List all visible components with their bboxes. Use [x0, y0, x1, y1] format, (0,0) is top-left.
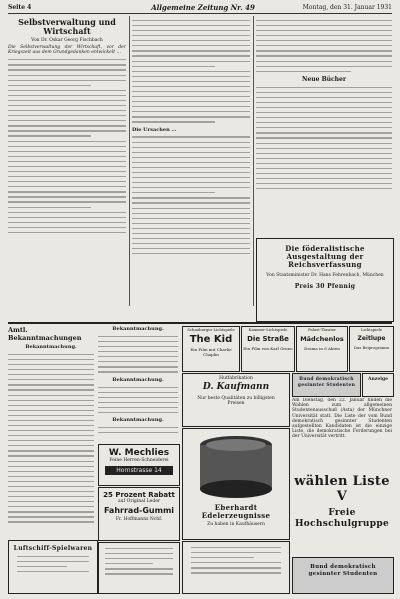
ad-head: Lichtspiele	[360, 327, 383, 332]
ad-text: Fr. Hoffmanns Nchf.	[115, 517, 163, 522]
ad-rabatt	[98, 487, 180, 541]
ad-text: Ein Film mit Charlie Chaplin	[190, 347, 232, 357]
ad-head: Kammer-Lichtspiele	[248, 327, 288, 332]
issue-date: Montag, den 31. Januar 1931	[302, 4, 392, 11]
column-divider	[253, 16, 254, 306]
article-author: Von Dr. Oskar Georg Fischbach	[31, 38, 103, 43]
ad-price: Preis 30 Pfennig	[294, 283, 356, 290]
ad-author: Von Staatsminister Dr. Hans Fehrenbach, München	[266, 273, 384, 278]
ad-mechlies	[98, 444, 180, 486]
tin-can-illustration-icon	[186, 433, 286, 503]
article-body-text	[256, 20, 392, 72]
ad-title: Bund demokratisch gesinnter Studenten	[297, 377, 356, 388]
legal-subhead: Bekanntmachung.	[112, 417, 164, 424]
ad-subtitle: auf Original Leder	[117, 499, 161, 504]
ad-title: Eberhardt Edelerzeugnisse	[201, 503, 271, 520]
legal-subhead: Bekanntmachung.	[112, 376, 164, 383]
ad-title: Die Straße	[247, 335, 289, 343]
ad-reichsverfassung	[256, 238, 394, 322]
ad-text: Das Beiprogramm	[354, 345, 389, 350]
ad-small	[98, 542, 180, 594]
article-body-text	[132, 20, 250, 123]
ad-text: Drama in 6 Akten	[304, 346, 340, 351]
article-body-text	[132, 136, 250, 254]
article-column-1	[8, 16, 126, 316]
ad-title: Mädchenlos	[300, 335, 344, 343]
ad-title: wählen Liste V	[294, 474, 390, 504]
legal-subhead: Bekanntmachung.	[25, 344, 77, 350]
ad-studenten-1	[292, 373, 361, 397]
ad-waehlen	[292, 468, 392, 554]
ad-title: Luftschiff-Spielwaren	[13, 545, 93, 552]
section-heading: Neue Bücher	[302, 75, 346, 83]
article-title: Selbstverwaltung und Wirtschaft	[18, 17, 116, 36]
page-number: Seite 4	[8, 4, 32, 11]
section-rule	[8, 322, 392, 324]
article-body-text	[8, 59, 126, 233]
ad-head: Hutfabrikation	[219, 376, 253, 381]
ad-title: Zeitlupe	[357, 335, 386, 342]
ad-text: Nur beste Qualitäten zu billigsten Preisen	[197, 396, 275, 406]
ad-title: D. Kaufmann	[202, 382, 270, 392]
ad-head: Palast-Theater	[308, 327, 336, 332]
ad-product: Fahrrad-Gummi	[103, 506, 175, 515]
page-header	[8, 3, 392, 14]
legal-subhead: Bekanntmachung.	[112, 326, 164, 332]
ad-title: W. Mechlies	[108, 448, 170, 458]
ad-address: Hornstrasse 14	[105, 466, 173, 475]
ad-title: Anzeige	[368, 377, 388, 382]
ad-kaufmann	[182, 373, 290, 427]
ad-luftschiff	[8, 540, 98, 594]
ad-anzeige	[362, 373, 394, 397]
announcement-text: Am Dienstag, den 22. Januar finden die Wahlen zum allgemeinen Studentenausschuß (Asta) der Münchner Universität statt. Die Liste der vom Bund demokratisch gesinnter Studenten aufgestellten Kandidaten ist die einzige Liste, die demokratische Forderungen bei der Universität vertritt.	[292, 398, 392, 440]
ad-title: 25 Prozent Rabatt	[103, 491, 175, 499]
ad-kino-2	[241, 326, 295, 372]
ad-title: Bund demokratisch gesinnter Studenten	[308, 564, 378, 577]
ad-kino-4	[349, 326, 394, 372]
studenten-announcement	[292, 398, 392, 464]
ad-subtitle: Feine Herren-Schneiderei	[109, 458, 169, 463]
article-subhead: Die Ursachen …	[132, 126, 177, 133]
article-column-2	[132, 16, 250, 306]
legal-notices-2	[98, 326, 178, 441]
ad-eberhardt	[182, 428, 290, 540]
article-column-3	[256, 16, 392, 236]
ad-kino-1	[182, 326, 240, 372]
legal-title: Amtl. Bekanntmachungen	[8, 326, 82, 342]
column-divider	[129, 16, 130, 306]
masthead: Allgemeine Zeitung Nr. 49	[151, 3, 255, 12]
ad-title: Die föderalistische Ausgestaltung der Reichsverfassung	[285, 244, 365, 269]
article-body-text	[256, 87, 392, 190]
ad-studenten-2	[292, 557, 394, 594]
article-intro: Die Selbstverwaltung der Wirtschaft, vor der Kriegszeit aus dem Grundgedanken entwickelt …	[8, 45, 126, 56]
ad-small-2	[182, 541, 290, 594]
ad-text: Ein Film von Karl Grune	[243, 346, 293, 351]
ad-kino-3	[296, 326, 348, 372]
ad-head: Schauburger Lichtspiele	[187, 327, 235, 332]
ad-text: Zu haben in Kaufhäusern	[207, 522, 265, 527]
ad-subtitle: Freie Hochschulgruppe	[295, 508, 389, 529]
ad-title: The Kid	[189, 334, 233, 345]
